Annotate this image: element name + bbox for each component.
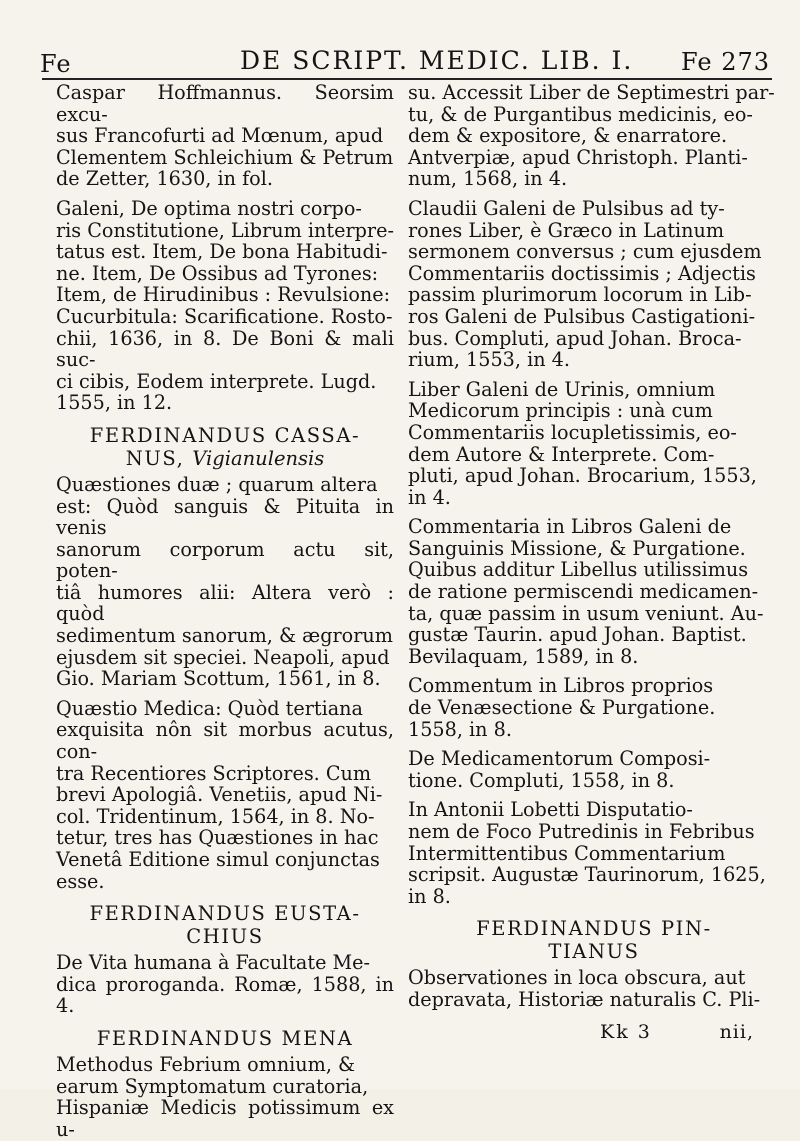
- heading-cassanus-name: FERDINANDUS CASSA- NUS,: [89, 423, 361, 470]
- header-rule: [42, 78, 772, 80]
- entry-de-vita-humana: De Vita humana à Facultate Me- dica proroganda. Romæ, 1588, in 4.: [56, 951, 394, 1018]
- running-head: [40, 46, 780, 82]
- header-page-number: Fe 273: [681, 48, 770, 76]
- entry-methodus-continued: su. Accessit Liber de Septimestri par- tu, & de Purgantibus medicinis, eo- dem & expositore, & enarratore. Antverpiæ, apud Christoph. Planti- num, 1568, in 4.: [408, 81, 775, 191]
- catchword: nii,: [719, 1021, 754, 1043]
- signature-mark: Kk 3: [600, 1021, 652, 1043]
- header-left-letters: Fe: [40, 50, 72, 78]
- entry-commentum-venaesectione: Commentum in Libros proprios de Venæsectione & Purgatione. 1558, in 8.: [408, 674, 716, 741]
- right-column: [408, 82, 780, 1011]
- entry-observationes: Observationes in loca obscura, aut depravata, Historiæ naturalis C. Pli-: [408, 966, 761, 1011]
- entry-hoffmannus-continued: Caspar Hoffmannus. Seorsim excu- sus Francofurti ad Mœnum, apud Clementem Schleichium & Petrum de Zetter, 1630, in fol.: [56, 81, 394, 191]
- entry-quaestio-medica: Quæstio Medica: Quòd tertiana exquisita nôn sit morbus acutus, con- tra Recentiores Scriptores. Cum brevi Apologiâ. Venetiis, apud Ni- col. Tridentinum, 1564, in 8. No- tetur, tres has Quæstiones in hac Venetâ Editione simul conjunctas esse.: [56, 696, 394, 893]
- entry-de-medicamentorum: De Medicamentorum Composi- tione. Compluti, 1558, in 8.: [408, 747, 711, 792]
- entry-galeni-optima: Galeni, De optima nostri corpo- ris Constitutione, Librum interpre- tatus est. Item, De bona Habitudi- ne. Item, De Ossibus ad Tyrones: Item, de Hirudinibus : Revulsione: Cucurbitula: Scarificatione. Rosto- chii, 1636, in 8. De Boni & mali suc- ci cibis, Eodem interprete. Lugd. 1555, in 12.: [56, 196, 394, 415]
- heading-pintianus: FERDINANDUS PIN- TIANUS: [476, 917, 712, 964]
- entry-quaestiones-duae: Quæstiones duæ ; quarum altera est: Quòd sanguis & Pituita in venis sanorum corporum actu sit, poten- tiâ humores alii: Altera verò : quòd sedimentum sanorum, & ægrorum ejusdem sit speciei. Neapoli, apud Gio. Mariam Scottum, 1561, in 8.: [56, 472, 394, 691]
- heading-cassanus-origin: Vigianulensis: [192, 446, 325, 470]
- entry-commentaria-sanguinis: Commentaria in Libros Galeni de Sanguinis Missione, & Purgatione. Quibus additur Libellus utilissimus de ratione permiscendi medicamen- ta, quæ passim in usum veniunt. Au- gustæ Taurin. apud Johan. Baptist. Bevilaquam, 1589, in 8.: [408, 515, 764, 668]
- heading-eustachius: FERDINANDUS EUSTA- CHIUS: [89, 902, 361, 949]
- left-column: [56, 82, 394, 1140]
- heading-mena: FERDINANDUS MENA: [96, 1026, 354, 1050]
- entry-de-pulsibus: Claudii Galeni de Pulsibus ad ty- rones Liber, è Græco in Latinum sermonem conversus ; cum ejusdem Commentariis doctissimis ; Adjectis passim plurimorum locorum in Lib- ros Galeni de Pulsibus Castigationi- bus. Compluti, apud Johan. Broca- rium, 1553, in 4.: [408, 196, 762, 372]
- entry-de-urinis: Liber Galeni de Urinis, omnium Medicorum principis : unà cum Commentariis locupletissimis, eo- dem Autore & Interprete. Com- pluti, apud Johan. Brocarium, 1553, in 4.: [408, 377, 757, 509]
- entry-lobetti-disputatio: In Antonii Lobetti Disputatio- nem de Foco Putredinis in Febribus Intermittentibus Commentarium scripsit. Augustæ Taurinorum, 1625, in 8.: [408, 798, 766, 908]
- entry-methodus-febrium: Methodus Febrium omnium, & earum Symptomatum curatoria, Hispaniæ Medicis potissimum ex u-: [56, 1052, 394, 1141]
- header-title: DE SCRIPT. MEDIC. LIB. I.: [240, 46, 634, 75]
- heading-cassanus: [56, 424, 394, 470]
